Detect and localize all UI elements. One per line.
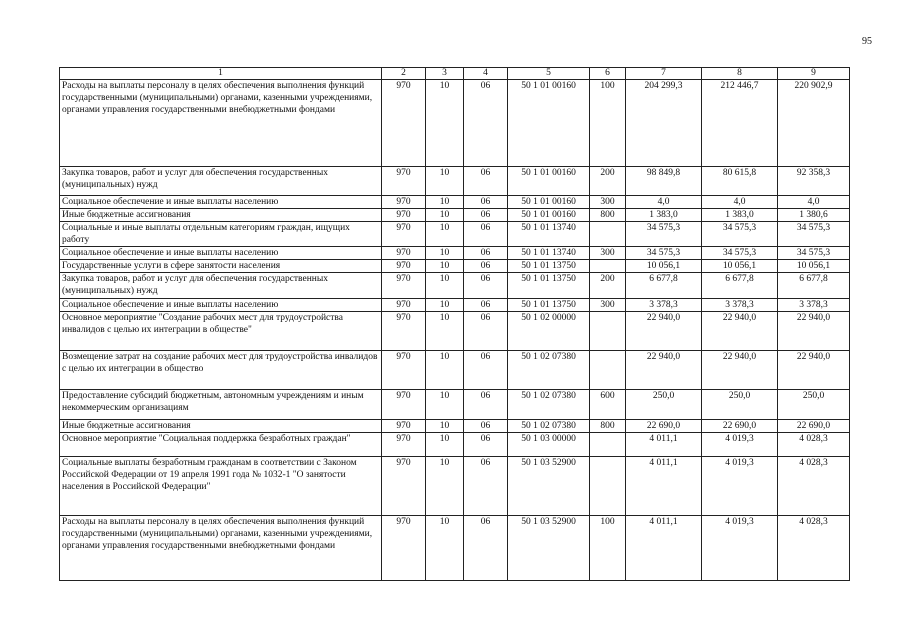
table-row: [60, 80, 850, 167]
table-row: [60, 298, 850, 311]
header-row: [60, 68, 850, 80]
row-description: Государственные услуги в сфере занятости населения: [60, 260, 382, 273]
row-cell-c9: 1 380,6: [778, 209, 850, 222]
row-cell-c8: 22 940,0: [702, 311, 778, 350]
row-description: Возмещение затрат на создание рабочих мест для трудоустройства инвалидов с целью их интеграции в общество: [60, 351, 382, 390]
row-cell-c2: 970: [382, 432, 426, 456]
row-cell-c5: 50 1 02 07380: [508, 351, 590, 390]
row-cell-c4: 06: [464, 247, 508, 260]
row-cell-c6: 800: [590, 419, 626, 432]
column-header: 9: [778, 68, 850, 80]
row-cell-c9: 4,0: [778, 195, 850, 208]
row-cell-c5: 50 1 01 13740: [508, 247, 590, 260]
row-cell-c8: 22 940,0: [702, 351, 778, 390]
row-cell-c5: 50 1 01 13750: [508, 260, 590, 273]
column-header: 8: [702, 68, 778, 80]
row-cell-c6: [590, 351, 626, 390]
row-cell-c2: 970: [382, 516, 426, 581]
row-description: Социальные выплаты безработным гражданам в соответствии с Законом Российской Федерации от 19 апреля 1991 года № 1032-1 "О занятости населения в Российской Федерации": [60, 456, 382, 515]
table-row: [60, 260, 850, 273]
row-cell-c9: 3 378,3: [778, 298, 850, 311]
row-cell-c7: 22 690,0: [626, 419, 702, 432]
row-cell-c9: 10 056,1: [778, 260, 850, 273]
row-cell-c4: 06: [464, 195, 508, 208]
row-cell-c7: 10 056,1: [626, 260, 702, 273]
row-cell-c8: 212 446,7: [702, 80, 778, 167]
row-cell-c6: 200: [590, 273, 626, 298]
row-cell-c4: 06: [464, 260, 508, 273]
row-cell-c8: 1 383,0: [702, 209, 778, 222]
row-cell-c3: 10: [426, 298, 464, 311]
row-cell-c4: 06: [464, 80, 508, 167]
table-row: [60, 222, 850, 247]
row-cell-c7: 98 849,8: [626, 166, 702, 195]
row-cell-c7: 4,0: [626, 195, 702, 208]
row-cell-c4: 06: [464, 390, 508, 419]
row-cell-c2: 970: [382, 351, 426, 390]
row-description: Социальные и иные выплаты отдельным категориям граждан, ищущих работу: [60, 222, 382, 247]
row-cell-c3: 10: [426, 516, 464, 581]
row-cell-c6: 300: [590, 298, 626, 311]
row-cell-c8: 4 019,3: [702, 432, 778, 456]
row-cell-c7: 250,0: [626, 390, 702, 419]
row-cell-c5: 50 1 01 00160: [508, 80, 590, 167]
row-cell-c3: 10: [426, 166, 464, 195]
row-cell-c2: 970: [382, 80, 426, 167]
row-cell-c6: 100: [590, 80, 626, 167]
row-cell-c6: 300: [590, 247, 626, 260]
row-cell-c2: 970: [382, 260, 426, 273]
row-cell-c5: 50 1 02 00000: [508, 311, 590, 350]
row-cell-c3: 10: [426, 273, 464, 298]
row-cell-c6: [590, 222, 626, 247]
row-cell-c6: [590, 311, 626, 350]
row-cell-c4: 06: [464, 209, 508, 222]
row-cell-c7: 3 378,3: [626, 298, 702, 311]
row-cell-c9: 220 902,9: [778, 80, 850, 167]
row-cell-c2: 970: [382, 273, 426, 298]
row-cell-c9: 4 028,3: [778, 456, 850, 515]
row-cell-c7: 34 575,3: [626, 247, 702, 260]
table-row: [60, 273, 850, 298]
row-cell-c8: 34 575,3: [702, 222, 778, 247]
table-row: [60, 456, 850, 515]
row-cell-c6: [590, 432, 626, 456]
table-row: [60, 390, 850, 419]
row-cell-c8: 22 690,0: [702, 419, 778, 432]
row-cell-c3: 10: [426, 419, 464, 432]
row-cell-c5: 50 1 03 52900: [508, 516, 590, 581]
row-cell-c9: 6 677,8: [778, 273, 850, 298]
row-cell-c3: 10: [426, 247, 464, 260]
row-cell-c7: 22 940,0: [626, 351, 702, 390]
row-cell-c6: 300: [590, 195, 626, 208]
row-cell-c9: 22 940,0: [778, 311, 850, 350]
column-header: 1: [60, 68, 382, 80]
row-cell-c9: 250,0: [778, 390, 850, 419]
row-cell-c2: 970: [382, 166, 426, 195]
budget-table: [59, 67, 850, 581]
row-cell-c4: 06: [464, 516, 508, 581]
row-cell-c4: 06: [464, 456, 508, 515]
row-cell-c8: 3 378,3: [702, 298, 778, 311]
column-header: 2: [382, 68, 426, 80]
row-cell-c9: 92 358,3: [778, 166, 850, 195]
row-cell-c3: 10: [426, 456, 464, 515]
row-cell-c2: 970: [382, 222, 426, 247]
row-cell-c4: 06: [464, 351, 508, 390]
row-cell-c4: 06: [464, 311, 508, 350]
row-cell-c5: 50 1 03 00000: [508, 432, 590, 456]
table-row: [60, 166, 850, 195]
table-row: [60, 516, 850, 581]
row-cell-c9: 4 028,3: [778, 432, 850, 456]
row-cell-c8: 4 019,3: [702, 516, 778, 581]
row-cell-c5: 50 1 02 07380: [508, 390, 590, 419]
row-cell-c2: 970: [382, 311, 426, 350]
row-cell-c6: 100: [590, 516, 626, 581]
column-header: 7: [626, 68, 702, 80]
table-body: [60, 80, 850, 581]
row-cell-c6: 200: [590, 166, 626, 195]
row-cell-c7: 4 011,1: [626, 456, 702, 515]
row-cell-c5: 50 1 01 13750: [508, 298, 590, 311]
row-cell-c2: 970: [382, 247, 426, 260]
row-cell-c8: 4,0: [702, 195, 778, 208]
column-header: 4: [464, 68, 508, 80]
table-row: [60, 432, 850, 456]
column-header: 3: [426, 68, 464, 80]
row-cell-c8: 250,0: [702, 390, 778, 419]
row-cell-c9: 22 940,0: [778, 351, 850, 390]
row-cell-c4: 06: [464, 273, 508, 298]
row-cell-c4: 06: [464, 222, 508, 247]
row-cell-c3: 10: [426, 80, 464, 167]
row-cell-c5: 50 1 01 13750: [508, 273, 590, 298]
row-cell-c8: 10 056,1: [702, 260, 778, 273]
row-cell-c5: 50 1 01 13740: [508, 222, 590, 247]
row-description: Расходы на выплаты персоналу в целях обеспечения выполнения функций государственными (муниципальными) органами, казенными учреждениями, органами управления государственными внебюджетными фондами: [60, 516, 382, 581]
row-description: Иные бюджетные ассигнования: [60, 419, 382, 432]
row-cell-c7: 1 383,0: [626, 209, 702, 222]
row-cell-c3: 10: [426, 222, 464, 247]
row-cell-c3: 10: [426, 209, 464, 222]
row-cell-c4: 06: [464, 419, 508, 432]
table-row: [60, 195, 850, 208]
row-cell-c3: 10: [426, 195, 464, 208]
table-row: [60, 311, 850, 350]
row-cell-c6: 600: [590, 390, 626, 419]
row-cell-c7: 6 677,8: [626, 273, 702, 298]
row-cell-c4: 06: [464, 298, 508, 311]
row-cell-c2: 970: [382, 456, 426, 515]
row-cell-c7: 22 940,0: [626, 311, 702, 350]
row-description: Основное мероприятие "Создание рабочих мест для трудоустройства инвалидов с целью их интеграции в обществе": [60, 311, 382, 350]
row-cell-c3: 10: [426, 311, 464, 350]
row-cell-c2: 970: [382, 298, 426, 311]
row-cell-c7: 34 575,3: [626, 222, 702, 247]
row-description: Социальное обеспечение и иные выплаты населению: [60, 247, 382, 260]
row-description: Закупка товаров, работ и услуг для обеспечения государственных (муниципальных) нужд: [60, 273, 382, 298]
row-cell-c9: 34 575,3: [778, 222, 850, 247]
row-cell-c6: [590, 456, 626, 515]
row-cell-c2: 970: [382, 209, 426, 222]
row-description: Расходы на выплаты персоналу в целях обеспечения выполнения функций государственными (муниципальными) органами, казенными учреждениями, органами управления государственными внебюджетными фондами: [60, 80, 382, 167]
table-row: [60, 209, 850, 222]
row-cell-c5: 50 1 01 00160: [508, 195, 590, 208]
row-cell-c8: 34 575,3: [702, 247, 778, 260]
page-number: 95: [862, 36, 872, 47]
row-description: Иные бюджетные ассигнования: [60, 209, 382, 222]
row-cell-c8: 4 019,3: [702, 456, 778, 515]
row-description: Основное мероприятие "Социальная поддержка безработных граждан": [60, 432, 382, 456]
row-cell-c9: 22 690,0: [778, 419, 850, 432]
row-cell-c5: 50 1 01 00160: [508, 166, 590, 195]
row-cell-c2: 970: [382, 390, 426, 419]
row-cell-c3: 10: [426, 260, 464, 273]
row-description: Предоставление субсидий бюджетным, автономным учреждениям и иным некоммерческим организациям: [60, 390, 382, 419]
row-cell-c2: 970: [382, 195, 426, 208]
row-cell-c9: 34 575,3: [778, 247, 850, 260]
row-cell-c5: 50 1 03 52900: [508, 456, 590, 515]
row-cell-c7: 204 299,3: [626, 80, 702, 167]
table-row: [60, 351, 850, 390]
row-cell-c5: 50 1 01 00160: [508, 209, 590, 222]
row-cell-c8: 6 677,8: [702, 273, 778, 298]
table-row: [60, 247, 850, 260]
row-cell-c5: 50 1 02 07380: [508, 419, 590, 432]
row-cell-c4: 06: [464, 432, 508, 456]
row-cell-c4: 06: [464, 166, 508, 195]
row-description: Социальное обеспечение и иные выплаты населению: [60, 298, 382, 311]
row-cell-c6: [590, 260, 626, 273]
table-header: [60, 68, 850, 80]
row-cell-c9: 4 028,3: [778, 516, 850, 581]
row-cell-c7: 4 011,1: [626, 432, 702, 456]
row-cell-c2: 970: [382, 419, 426, 432]
row-cell-c7: 4 011,1: [626, 516, 702, 581]
row-description: Социальное обеспечение и иные выплаты населению: [60, 195, 382, 208]
row-cell-c8: 80 615,8: [702, 166, 778, 195]
table-row: [60, 419, 850, 432]
row-cell-c3: 10: [426, 390, 464, 419]
column-header: 5: [508, 68, 590, 80]
row-description: Закупка товаров, работ и услуг для обеспечения государственных (муниципальных) нужд: [60, 166, 382, 195]
column-header: 6: [590, 68, 626, 80]
row-cell-c6: 800: [590, 209, 626, 222]
row-cell-c3: 10: [426, 351, 464, 390]
row-cell-c3: 10: [426, 432, 464, 456]
